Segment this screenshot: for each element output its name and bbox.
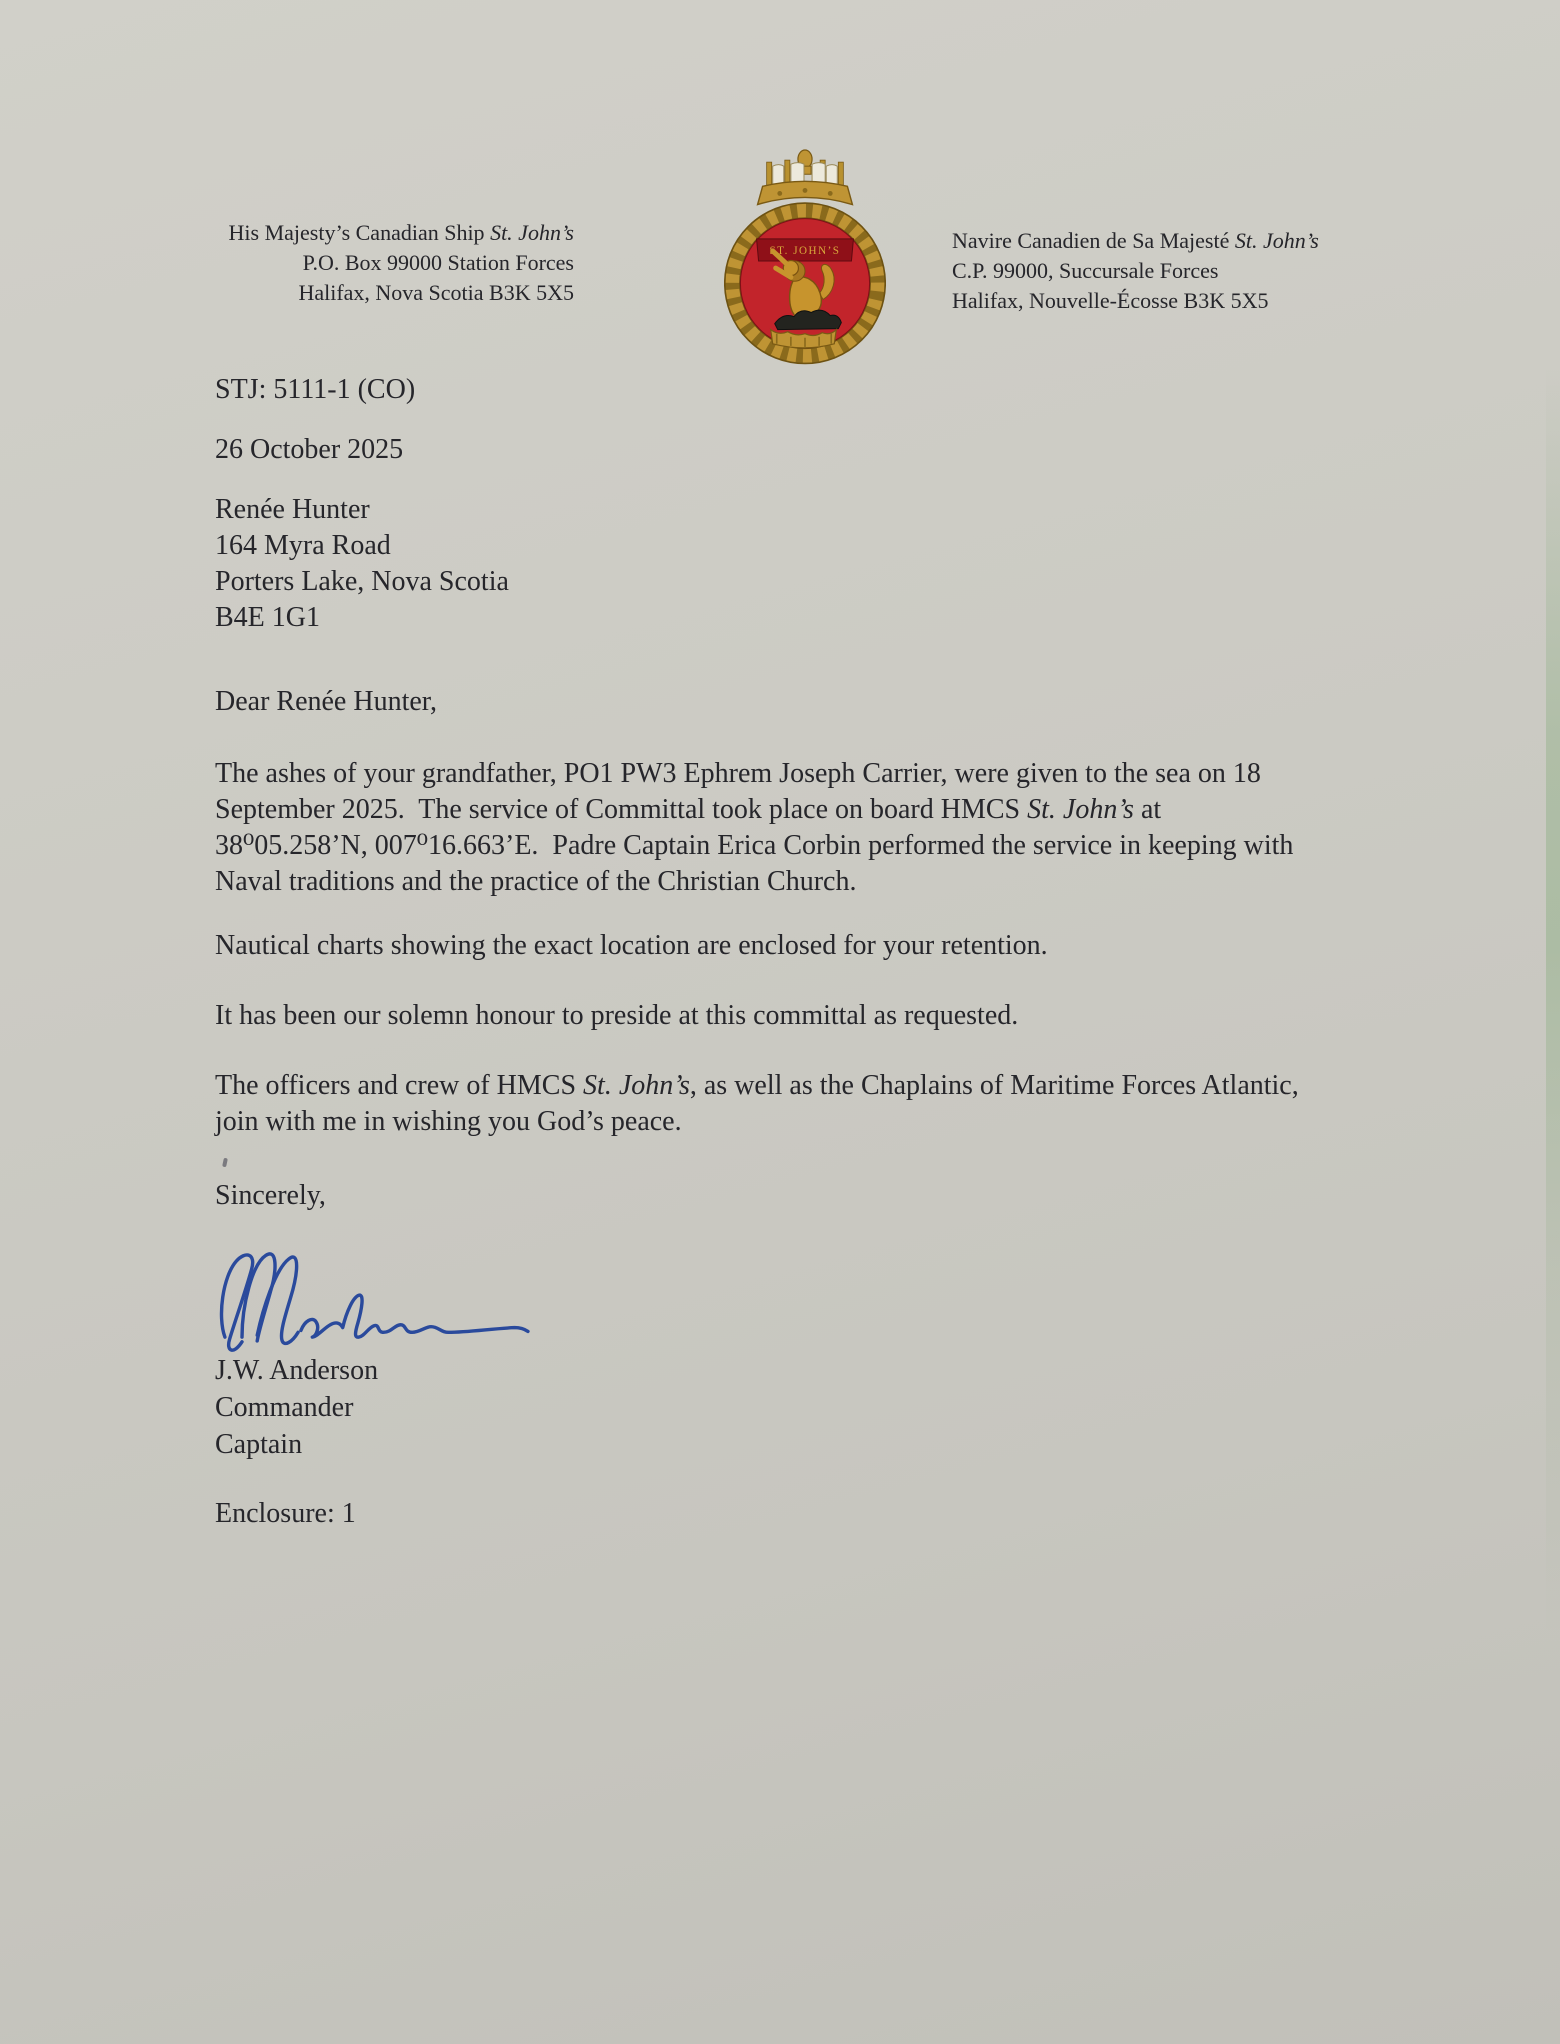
- signer-block: [215, 1352, 378, 1463]
- p1-l2-text: September 2025. The service of Committal took place on board HMCS: [215, 794, 1028, 825]
- letterhead-english-line1: [0, 218, 574, 248]
- signer-title: Captain: [215, 1429, 303, 1460]
- signer-rank: Commander: [215, 1392, 354, 1423]
- p1-l2-ship-italic: St. John’s: [1027, 794, 1134, 825]
- paragraph-charts: Nautical charts showing the exact location are enclosed for your retention.: [215, 930, 1048, 961]
- paragraph-committal-line3-coordinates: 38⁰05.258’N, 007⁰16.663’E. Padre Captain Erica Corbin performed the service in keeping with: [215, 830, 1294, 861]
- enclosure-note: Enclosure: 1: [215, 1498, 356, 1529]
- paragraph-committal-line2: [215, 792, 1293, 828]
- paragraph-committal-line1: The ashes of your grandfather, PO1 PW3 Ephrem Joseph Carrier, were given to the sea on 18: [215, 758, 1261, 789]
- signer-name: J.W. Anderson: [215, 1355, 379, 1386]
- letterhead-english-line3: Halifax, Nova Scotia B3K 5X5: [298, 280, 574, 305]
- recipient-postal-code: B4E 1G1: [215, 602, 320, 633]
- ship-name-en-prefix: His Majesty’s Canadian Ship: [228, 220, 491, 245]
- letterhead-french-line1: [952, 226, 1319, 256]
- recipient-name: Renée Hunter: [215, 494, 370, 525]
- letterhead-french-line2: C.P. 99000, Succursale Forces: [952, 258, 1219, 283]
- paragraph-honour: It has been our solemn honour to preside at this committal as requested.: [215, 1000, 1019, 1031]
- ship-crest-icon: [724, 146, 886, 366]
- ship-name-fr-italic: St. John’s: [1234, 228, 1319, 253]
- handwritten-signature: [206, 1244, 544, 1358]
- letterhead-english-line2: P.O. Box 99000 Station Forces: [302, 250, 574, 275]
- paragraph-wishes-line1: [215, 1068, 1299, 1104]
- paragraph-committal-line4: Naval traditions and the practice of the Christian Church.: [215, 866, 857, 897]
- ship-crest-svg: [724, 146, 886, 366]
- ship-name-fr-prefix: Navire Canadien de Sa Majesté: [952, 228, 1235, 253]
- ship-name-en-italic: St. John’s: [490, 220, 574, 245]
- p4-l1-text: The officers and crew of HMCS: [215, 1070, 584, 1101]
- closing: Sincerely,: [215, 1180, 326, 1211]
- letterhead-french-line3: Halifax, Nouvelle-Écosse B3K 5X5: [952, 288, 1269, 313]
- recipient-city: Porters Lake, Nova Scotia: [215, 566, 509, 597]
- letterhead-french: [952, 226, 1319, 316]
- letter-date: 26 October 2025: [215, 434, 404, 465]
- scan-edge-tint: [1546, 0, 1560, 2044]
- paragraph-wishes: [215, 1068, 1299, 1140]
- p4-l1-ship-italic: St. John’s: [583, 1070, 690, 1101]
- p1-l2-tail: at: [1133, 794, 1162, 825]
- crest-banner-text: ST. JOHN’S: [769, 244, 841, 257]
- scan-artifact-mark: [222, 1158, 228, 1168]
- p4-l1-tail: , as well as the Chaplains of Maritime Forces Atlantic,: [689, 1070, 1299, 1101]
- recipient-address: [215, 492, 509, 636]
- file-number: STJ: 5111-1 (CO): [215, 374, 416, 405]
- naval-crown-icon: [758, 150, 853, 204]
- salutation: Dear Renée Hunter,: [215, 686, 437, 717]
- signature-svg: [206, 1244, 544, 1358]
- paragraph-committal: [215, 756, 1293, 900]
- paragraph-wishes-line2: join with me in wishing you God’s peace.: [215, 1106, 682, 1137]
- letterhead-english: [0, 218, 574, 308]
- recipient-street: 164 Myra Road: [215, 530, 391, 561]
